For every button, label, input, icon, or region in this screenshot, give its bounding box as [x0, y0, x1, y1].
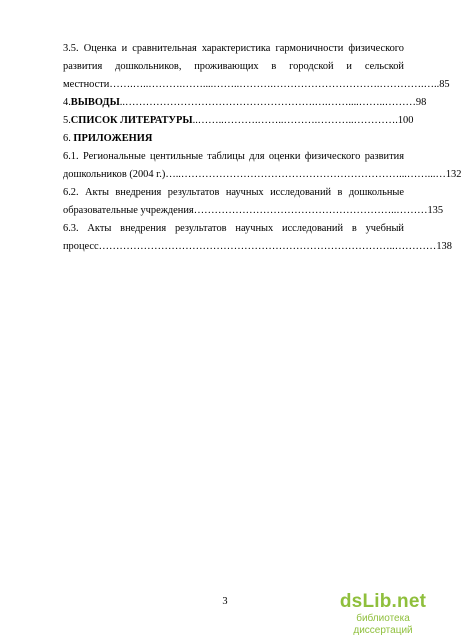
toc-entry-tail: образовательные учреждения: [63, 205, 194, 216]
toc-entry-3-5[interactable]: [63, 40, 450, 94]
toc-entry-number: 5.: [63, 115, 71, 126]
table-of-contents: [63, 40, 461, 256]
toc-entry-5[interactable]: [63, 112, 414, 130]
toc-entry-tail: процесс: [63, 241, 99, 252]
toc-entry-title: ПРИЛОЖЕНИЯ: [73, 133, 153, 144]
toc-entry-6[interactable]: [63, 130, 404, 148]
toc-entry-number: 6.: [63, 133, 74, 144]
watermark-logo-ds: ds: [339, 591, 363, 612]
toc-leader: …..………………………………………………………...……...…: [165, 169, 446, 180]
toc-leader: …………………………………………………………………………..…………: [98, 241, 437, 252]
toc-entry-tail: дошкольников (2004 г.): [63, 169, 166, 180]
toc-entry-line: 6.2. Акты внедрения результатов научных исследований в дошкольные: [63, 187, 404, 198]
toc-entry-6-1[interactable]: [63, 148, 461, 184]
toc-entry-title: ВЫВОДЫ: [70, 97, 120, 108]
toc-page-number: 135: [427, 205, 444, 216]
watermark-subtitle: библиотека диссертаций: [353, 613, 413, 636]
toc-entry-line: 6.3. Акты внедрения результатов научных исследований в учебный: [63, 223, 404, 234]
toc-entry-6-2[interactable]: [63, 184, 444, 220]
toc-page-number: 98: [415, 97, 427, 108]
toc-leader: …………………………………………………..………: [193, 205, 428, 216]
toc-page-number: 138: [436, 241, 452, 252]
toc-page-number: 132: [445, 169, 461, 180]
toc-leader: ..……………………………………………….….……....……..………: [119, 97, 416, 108]
toc-entry-number: 4.: [63, 97, 71, 108]
toc-leader: …….…..……….……....……..……….………………………….………….…..: [109, 79, 440, 90]
toc-page-number: 85: [439, 79, 450, 90]
toc-entry-line: 3.5. Оценка и сравнительная характеристика гармоничности физического: [63, 43, 404, 54]
watermark-logo[interactable]: [328, 591, 438, 637]
toc-entry-title: СПИСОК ЛИТЕРАТУРЫ: [70, 115, 193, 126]
watermark-logo-lib: Lib.net: [362, 591, 427, 612]
toc-page-number: 100: [397, 115, 414, 126]
toc-entry-4[interactable]: [63, 94, 427, 112]
toc-entry-line: развития дошкольников, проживающих в городской и сельской: [63, 61, 404, 72]
page-number: 3: [222, 596, 228, 607]
toc-entry-tail: местности: [63, 79, 110, 90]
watermark-logo-text: [328, 591, 438, 613]
toc-entry-6-3[interactable]: [63, 220, 452, 256]
toc-leader: ..……..……….……..……….………..………….: [192, 115, 398, 126]
toc-entry-line: 6.1. Региональные центильные таблицы для оценки физического развития: [63, 151, 404, 162]
